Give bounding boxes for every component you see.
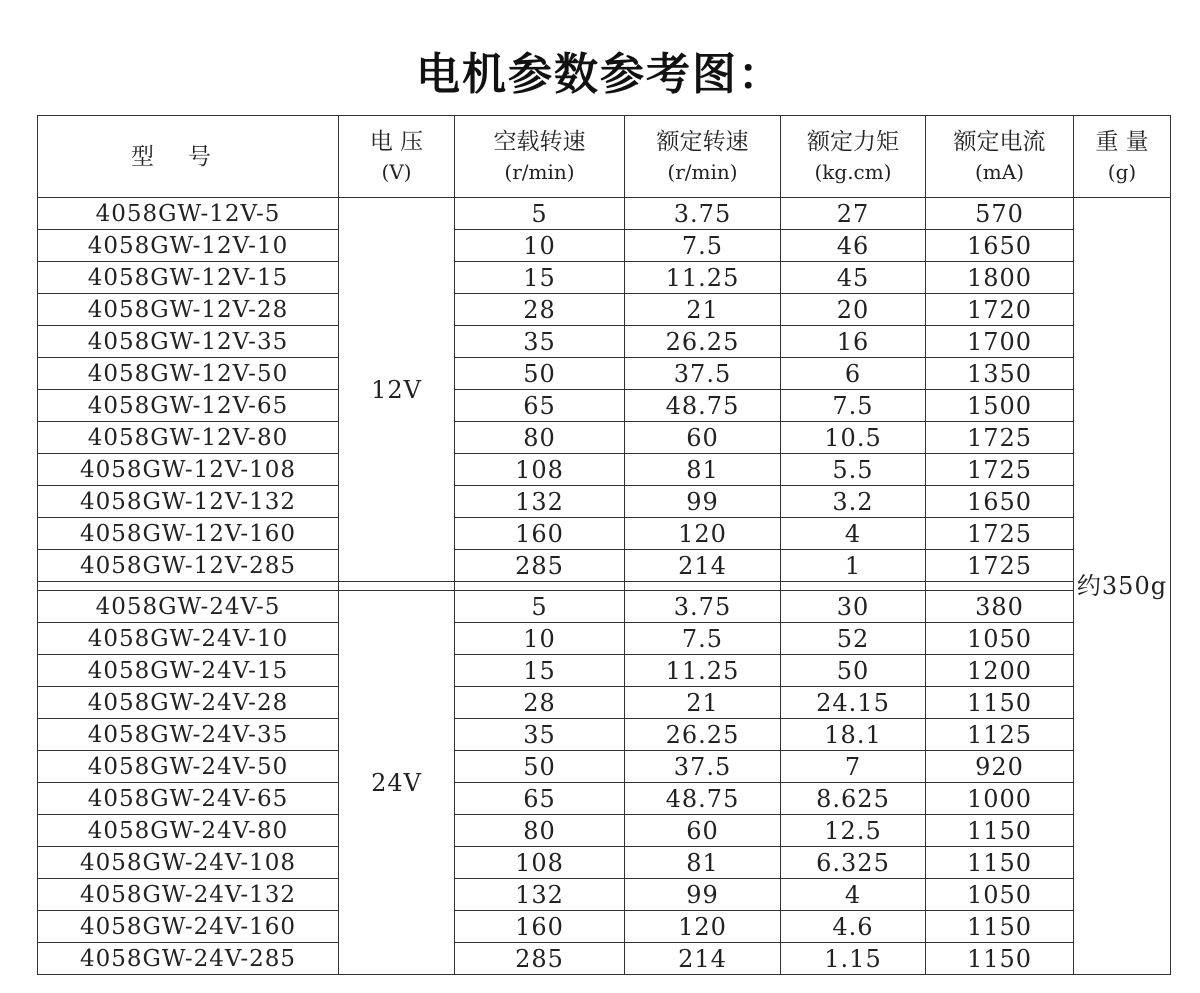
table-row [38, 518, 1171, 550]
table-row [38, 390, 1171, 422]
table-row [38, 486, 1171, 518]
rated-current-cell: 1720 [926, 294, 1074, 326]
rated-torque-cell: 27 [781, 198, 926, 230]
rated-speed-cell: 60 [625, 422, 781, 454]
no-load-speed-cell: 28 [455, 294, 625, 326]
table-row [38, 262, 1171, 294]
no-load-speed-cell: 108 [455, 454, 625, 486]
no-load-speed-cell: 15 [455, 262, 625, 294]
rated-torque-cell: 18.1 [781, 719, 926, 751]
rated-torque-cell: 1.15 [781, 943, 926, 975]
header-no-load-speed-label: 空载转速 [493, 128, 586, 155]
rated-current-cell: 1800 [926, 262, 1074, 294]
rated-speed-cell: 11.25 [625, 655, 781, 687]
rated-torque-cell: 8.625 [781, 783, 926, 815]
weight-cell: 约350g [1074, 198, 1171, 975]
table-body [38, 198, 1171, 975]
separator-cell [455, 582, 625, 591]
rated-torque-cell: 20 [781, 294, 926, 326]
no-load-speed-cell: 50 [455, 751, 625, 783]
model-cell: 4058GW-24V-132 [38, 879, 339, 911]
no-load-speed-cell: 132 [455, 879, 625, 911]
no-load-speed-cell: 28 [455, 687, 625, 719]
rated-torque-cell: 10.5 [781, 422, 926, 454]
rated-torque-cell: 45 [781, 262, 926, 294]
rated-torque-cell: 46 [781, 230, 926, 262]
rated-current-cell: 1000 [926, 783, 1074, 815]
rated-torque-cell: 4 [781, 518, 926, 550]
header-rated-current-unit: (mA) [974, 159, 1024, 184]
rated-current-cell: 1650 [926, 230, 1074, 262]
rated-speed-cell: 120 [625, 518, 781, 550]
model-cell: 4058GW-24V-28 [38, 687, 339, 719]
no-load-speed-cell: 132 [455, 486, 625, 518]
rated-current-cell: 1150 [926, 687, 1074, 719]
rated-current-cell: 1150 [926, 847, 1074, 879]
rated-torque-cell: 4 [781, 879, 926, 911]
rated-current-cell: 1150 [926, 911, 1074, 943]
model-cell: 4058GW-24V-50 [38, 751, 339, 783]
no-load-speed-cell: 15 [455, 655, 625, 687]
table-row [38, 198, 1171, 230]
no-load-speed-cell: 80 [455, 815, 625, 847]
model-cell: 4058GW-24V-35 [38, 719, 339, 751]
voltage-cell: 12V [339, 198, 455, 582]
separator-cell [339, 582, 455, 591]
separator-cell [38, 582, 339, 591]
separator-cell [781, 582, 926, 591]
header-no-load-speed [455, 116, 625, 198]
table-row [38, 230, 1171, 262]
table-row [38, 815, 1171, 847]
table-row [38, 911, 1171, 943]
header-voltage-unit: (V) [381, 159, 412, 184]
table-row [38, 783, 1171, 815]
table-row [38, 294, 1171, 326]
model-cell: 4058GW-24V-285 [38, 943, 339, 975]
header-rated-current-label: 额定电流 [953, 128, 1046, 155]
rated-current-cell: 1725 [926, 454, 1074, 486]
table-row [38, 591, 1171, 623]
header-rated-torque-unit: (kg.cm) [814, 159, 892, 184]
rated-speed-cell: 3.75 [625, 591, 781, 623]
rated-speed-cell: 37.5 [625, 751, 781, 783]
rated-torque-cell: 3.2 [781, 486, 926, 518]
model-cell: 4058GW-24V-10 [38, 623, 339, 655]
header-weight-unit: (g) [1107, 159, 1137, 184]
rated-speed-cell: 11.25 [625, 262, 781, 294]
rated-current-cell: 1725 [926, 550, 1074, 582]
rated-speed-cell: 37.5 [625, 358, 781, 390]
header-rated-current [926, 116, 1074, 198]
rated-torque-cell: 6 [781, 358, 926, 390]
model-cell: 4058GW-12V-5 [38, 198, 339, 230]
rated-current-cell: 1350 [926, 358, 1074, 390]
rated-speed-cell: 99 [625, 486, 781, 518]
rated-torque-cell: 52 [781, 623, 926, 655]
no-load-speed-cell: 5 [455, 198, 625, 230]
header-weight [1074, 116, 1171, 198]
header-no-load-speed-unit: (r/min) [504, 159, 575, 184]
table-row [38, 847, 1171, 879]
rated-current-cell: 1125 [926, 719, 1074, 751]
no-load-speed-cell: 108 [455, 847, 625, 879]
no-load-speed-cell: 285 [455, 550, 625, 582]
rated-current-cell: 1050 [926, 879, 1074, 911]
model-cell: 4058GW-24V-108 [38, 847, 339, 879]
voltage-cell: 24V [339, 591, 455, 975]
model-cell: 4058GW-12V-132 [38, 486, 339, 518]
table-row [38, 687, 1171, 719]
header-rated-speed-label: 额定转速 [656, 128, 749, 155]
no-load-speed-cell: 285 [455, 943, 625, 975]
header-rated-torque-label: 额定力矩 [807, 128, 899, 155]
rated-speed-cell: 81 [625, 454, 781, 486]
rated-torque-cell: 12.5 [781, 815, 926, 847]
rated-torque-cell: 16 [781, 326, 926, 358]
model-cell: 4058GW-12V-10 [38, 230, 339, 262]
no-load-speed-cell: 160 [455, 518, 625, 550]
separator-cell [926, 582, 1074, 591]
no-load-speed-cell: 65 [455, 783, 625, 815]
page-title: 电机参数参考图： [416, 49, 784, 100]
rated-torque-cell: 24.15 [781, 687, 926, 719]
model-cell: 4058GW-12V-35 [38, 326, 339, 358]
table-header-row [38, 116, 1171, 198]
model-cell: 4058GW-12V-50 [38, 358, 339, 390]
table-row [38, 358, 1171, 390]
header-rated-speed-unit: (r/min) [667, 159, 738, 184]
no-load-speed-cell: 10 [455, 623, 625, 655]
no-load-speed-cell: 35 [455, 719, 625, 751]
model-cell: 4058GW-12V-15 [38, 262, 339, 294]
header-rated-torque [781, 116, 926, 198]
no-load-speed-cell: 80 [455, 422, 625, 454]
rated-current-cell: 920 [926, 751, 1074, 783]
rated-current-cell: 1150 [926, 943, 1074, 975]
table-row [38, 326, 1171, 358]
header-model: 型号 [38, 116, 339, 198]
model-cell: 4058GW-12V-160 [38, 518, 339, 550]
model-cell: 4058GW-24V-160 [38, 911, 339, 943]
no-load-speed-cell: 10 [455, 230, 625, 262]
rated-torque-cell: 30 [781, 591, 926, 623]
rated-current-cell: 1150 [926, 815, 1074, 847]
rated-torque-cell: 50 [781, 655, 926, 687]
header-voltage-label: 电 压 [369, 128, 424, 155]
rated-speed-cell: 7.5 [625, 623, 781, 655]
model-cell: 4058GW-12V-80 [38, 422, 339, 454]
table-row [38, 623, 1171, 655]
rated-speed-cell: 214 [625, 550, 781, 582]
model-cell: 4058GW-24V-15 [38, 655, 339, 687]
model-cell: 4058GW-12V-285 [38, 550, 339, 582]
rated-speed-cell: 81 [625, 847, 781, 879]
rated-current-cell: 380 [926, 591, 1074, 623]
header-rated-speed [625, 116, 781, 198]
no-load-speed-cell: 5 [455, 591, 625, 623]
rated-speed-cell: 26.25 [625, 326, 781, 358]
group-separator-row [38, 582, 1171, 591]
rated-current-cell: 1650 [926, 486, 1074, 518]
rated-torque-cell: 7 [781, 751, 926, 783]
no-load-speed-cell: 50 [455, 358, 625, 390]
rated-speed-cell: 48.75 [625, 390, 781, 422]
table-row [38, 751, 1171, 783]
header-voltage [339, 116, 455, 198]
rated-speed-cell: 214 [625, 943, 781, 975]
model-cell: 4058GW-24V-5 [38, 591, 339, 623]
rated-torque-cell: 5.5 [781, 454, 926, 486]
rated-speed-cell: 99 [625, 879, 781, 911]
rated-speed-cell: 3.75 [625, 198, 781, 230]
rated-speed-cell: 120 [625, 911, 781, 943]
model-cell: 4058GW-24V-65 [38, 783, 339, 815]
separator-cell [625, 582, 781, 591]
no-load-speed-cell: 65 [455, 390, 625, 422]
rated-torque-cell: 1 [781, 550, 926, 582]
table-row [38, 719, 1171, 751]
model-cell: 4058GW-12V-108 [38, 454, 339, 486]
rated-torque-cell: 4.6 [781, 911, 926, 943]
table-row [38, 943, 1171, 975]
table-row [38, 655, 1171, 687]
model-cell: 4058GW-24V-80 [38, 815, 339, 847]
model-cell: 4058GW-12V-65 [38, 390, 339, 422]
rated-current-cell: 1700 [926, 326, 1074, 358]
rated-speed-cell: 21 [625, 687, 781, 719]
rated-speed-cell: 48.75 [625, 783, 781, 815]
rated-current-cell: 1050 [926, 623, 1074, 655]
rated-speed-cell: 26.25 [625, 719, 781, 751]
table-row [38, 879, 1171, 911]
rated-current-cell: 1500 [926, 390, 1074, 422]
rated-speed-cell: 60 [625, 815, 781, 847]
rated-speed-cell: 7.5 [625, 230, 781, 262]
table-row [38, 454, 1171, 486]
header-weight-label: 重 量 [1095, 128, 1149, 155]
table-row [38, 550, 1171, 582]
rated-current-cell: 1725 [926, 518, 1074, 550]
table-row [38, 422, 1171, 454]
model-cell: 4058GW-12V-28 [38, 294, 339, 326]
rated-current-cell: 1725 [926, 422, 1074, 454]
rated-current-cell: 570 [926, 198, 1074, 230]
rated-current-cell: 1200 [926, 655, 1074, 687]
no-load-speed-cell: 35 [455, 326, 625, 358]
motor-spec-table [37, 115, 1171, 975]
no-load-speed-cell: 160 [455, 911, 625, 943]
rated-torque-cell: 6.325 [781, 847, 926, 879]
rated-torque-cell: 7.5 [781, 390, 926, 422]
rated-speed-cell: 21 [625, 294, 781, 326]
